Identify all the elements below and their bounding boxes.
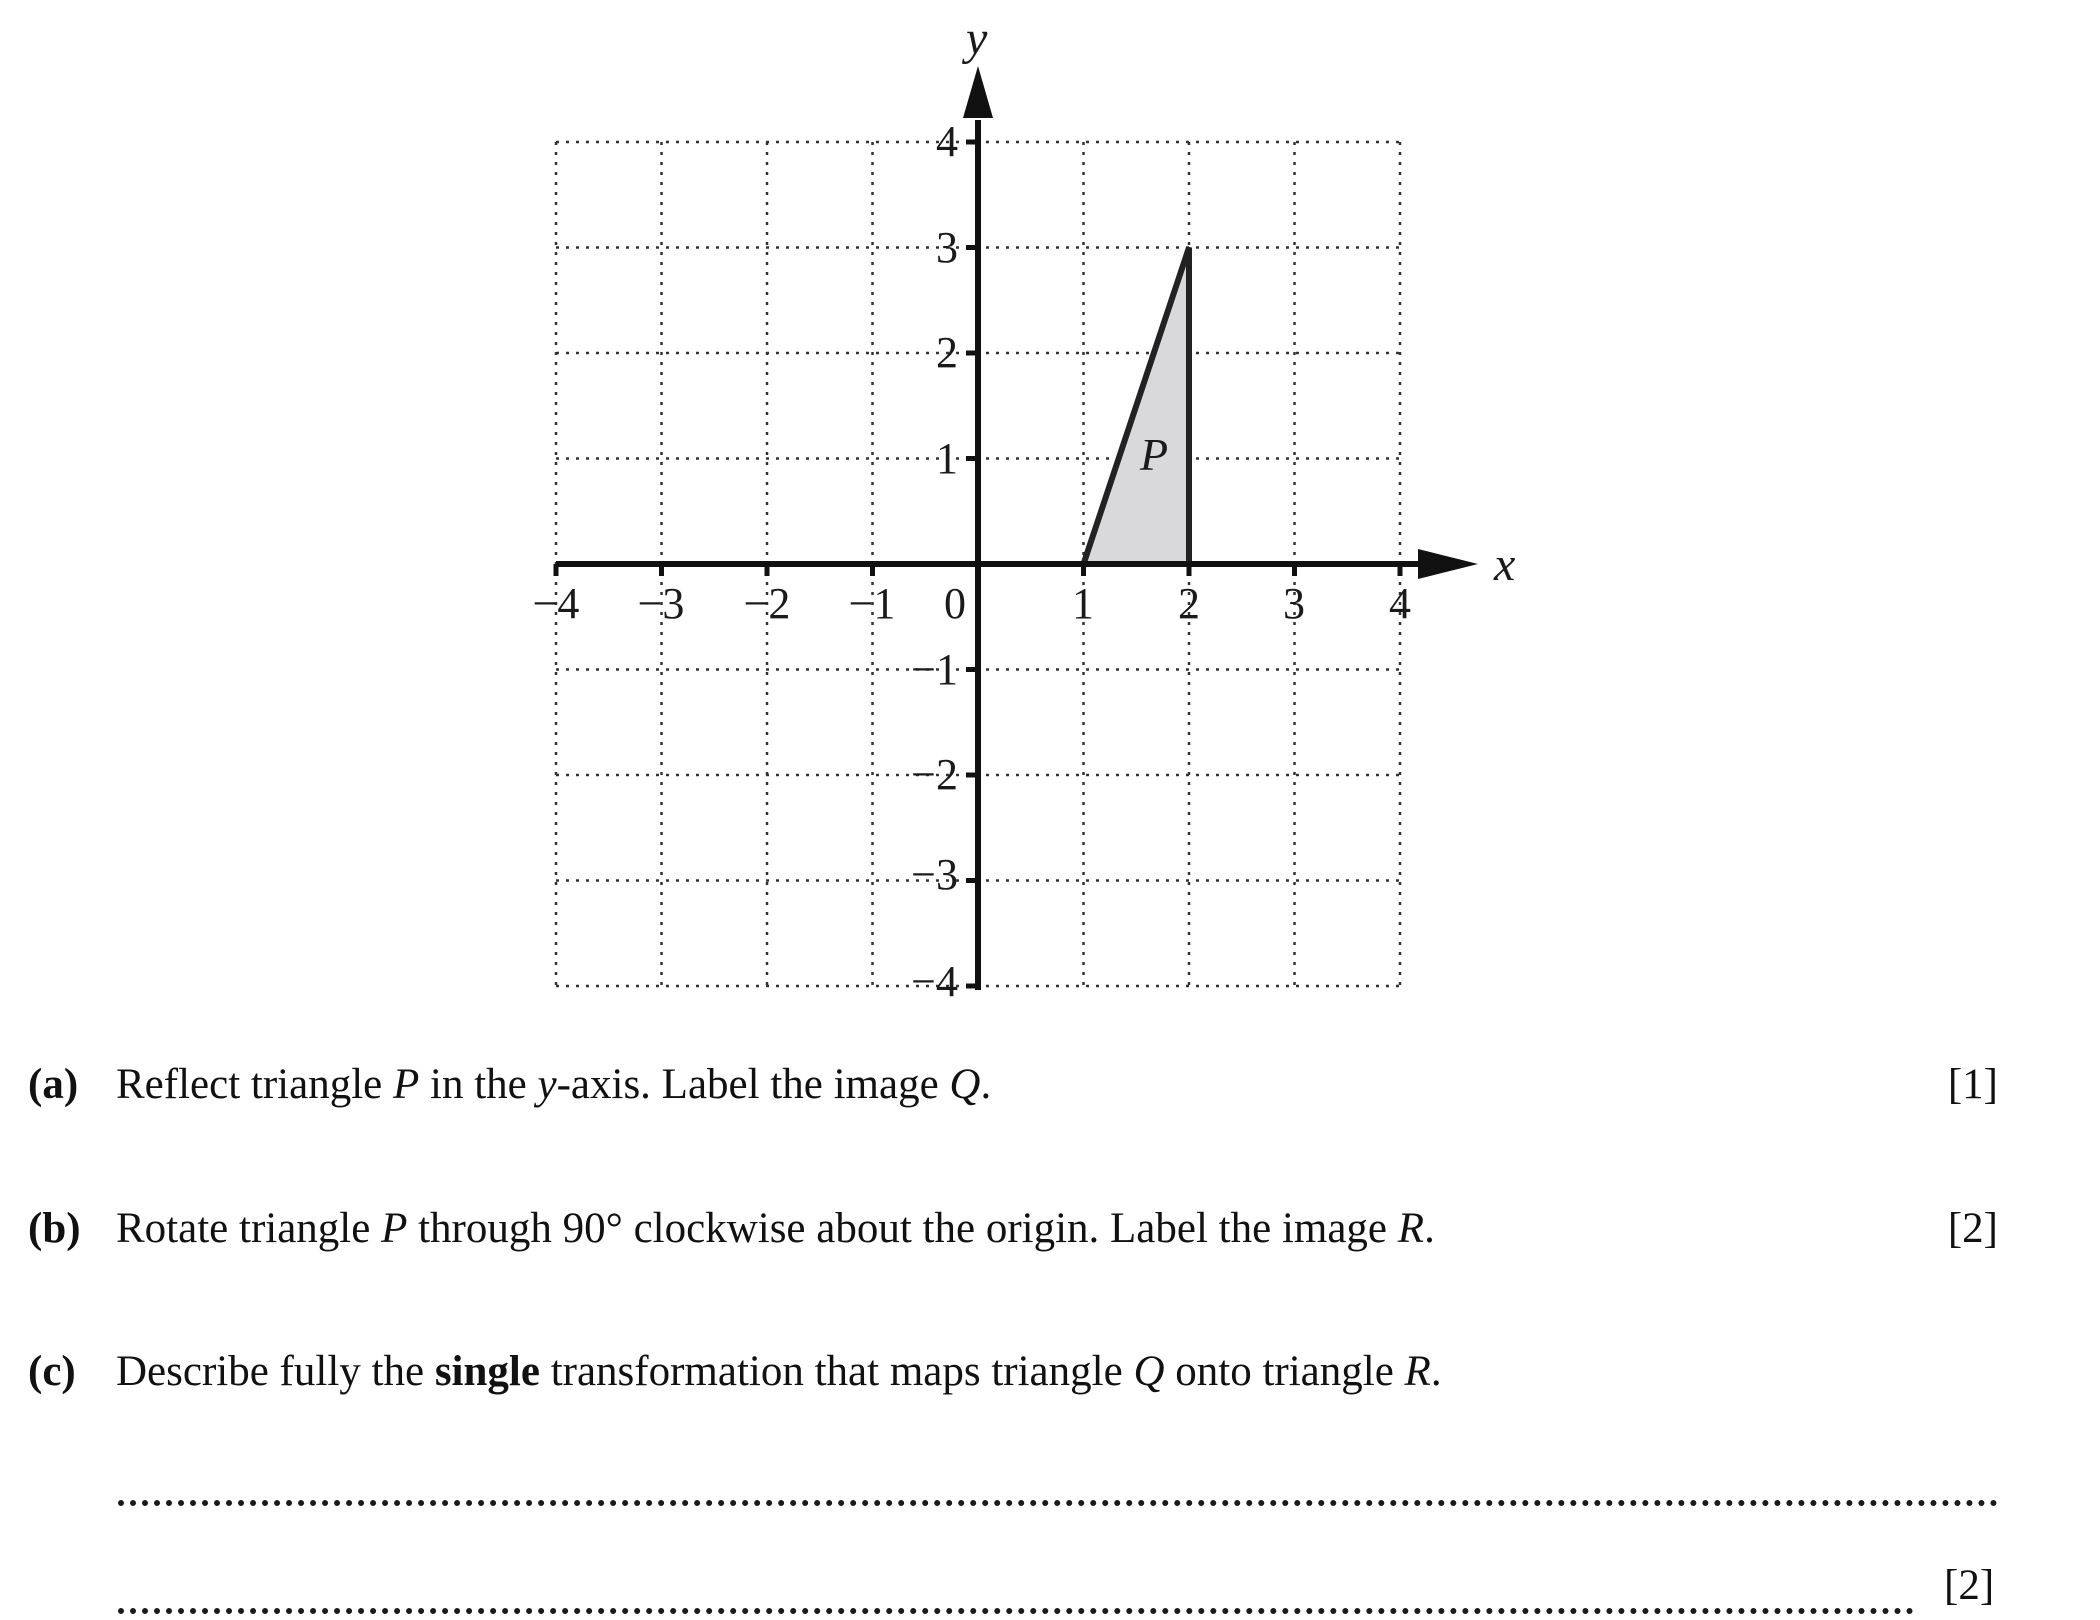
y-tick-label: −2 — [911, 750, 958, 799]
x-axis-label: x — [1494, 538, 1516, 591]
triangle-label: P — [1139, 429, 1169, 480]
triangle-p — [1084, 248, 1190, 565]
x-tick-label: 4 — [1389, 579, 1411, 628]
text-run-italic: y — [537, 1061, 557, 1108]
origin-label: 0 — [944, 579, 966, 628]
text-run: onto triangle — [1164, 1348, 1405, 1395]
text-run-italic: R — [1404, 1348, 1431, 1395]
text-run: in the — [419, 1061, 538, 1108]
axes — [556, 66, 1478, 990]
text-run-italic: Q — [949, 1061, 981, 1108]
y-tick-label: −1 — [911, 645, 958, 694]
answer-line[interactable] — [118, 1500, 1998, 1506]
answer-line[interactable] — [118, 1608, 1914, 1614]
text-run: . — [1430, 1348, 1442, 1395]
x-tick-label: −3 — [637, 579, 685, 628]
question-a — [28, 1050, 1998, 1120]
x-tick-label: 3 — [1283, 579, 1305, 628]
text-run-italic: Q — [1133, 1348, 1165, 1395]
tick-labels — [533, 12, 1516, 1000]
question-letter: (b) — [28, 1205, 81, 1252]
y-tick-label: 1 — [936, 434, 958, 483]
x-tick-label: −1 — [848, 579, 896, 628]
x-tick-label: 2 — [1178, 579, 1200, 628]
y-tick-label: −3 — [911, 850, 958, 899]
question-b — [28, 1194, 1998, 1264]
text-run-italic: P — [381, 1205, 408, 1252]
question-mark: [1] — [1947, 1061, 1998, 1108]
text-run: through 90° clockwise about the origin. Label the image — [407, 1205, 1398, 1252]
y-tick-label: −4 — [911, 957, 958, 1000]
x-tick-label: −2 — [743, 579, 791, 628]
text-run: . — [980, 1061, 992, 1108]
text-run: . — [1424, 1205, 1435, 1252]
y-tick-label: 3 — [936, 223, 958, 272]
text-run: transformation that maps triangle — [539, 1348, 1134, 1395]
answer-mark: [2] — [1944, 1562, 1995, 1609]
y-axis-arrow — [963, 66, 993, 118]
y-tick-label: 2 — [936, 328, 958, 377]
y-axis-label: y — [966, 12, 988, 65]
question-text — [116, 1337, 1442, 1407]
x-tick-label: −4 — [532, 579, 580, 628]
question-letter: (c) — [28, 1348, 76, 1395]
question-c — [28, 1337, 1998, 1407]
question-text — [116, 1050, 991, 1120]
x-tick-label: 1 — [1072, 579, 1094, 628]
question-letter: (a) — [28, 1061, 79, 1108]
question-text — [116, 1194, 1435, 1264]
text-run-italic: R — [1397, 1205, 1425, 1252]
text-run: Rotate triangle — [116, 1205, 382, 1252]
text-run-italic: P — [392, 1061, 420, 1108]
question-mark: [2] — [1947, 1205, 1998, 1252]
x-axis-arrow — [1418, 549, 1478, 579]
text-run-bold: single — [434, 1348, 540, 1395]
text-run: Describe fully the — [116, 1348, 435, 1395]
text-run: -axis. Label the image — [556, 1061, 950, 1108]
text-run: Reflect triangle — [116, 1061, 393, 1108]
y-tick-label: 4 — [936, 117, 958, 166]
